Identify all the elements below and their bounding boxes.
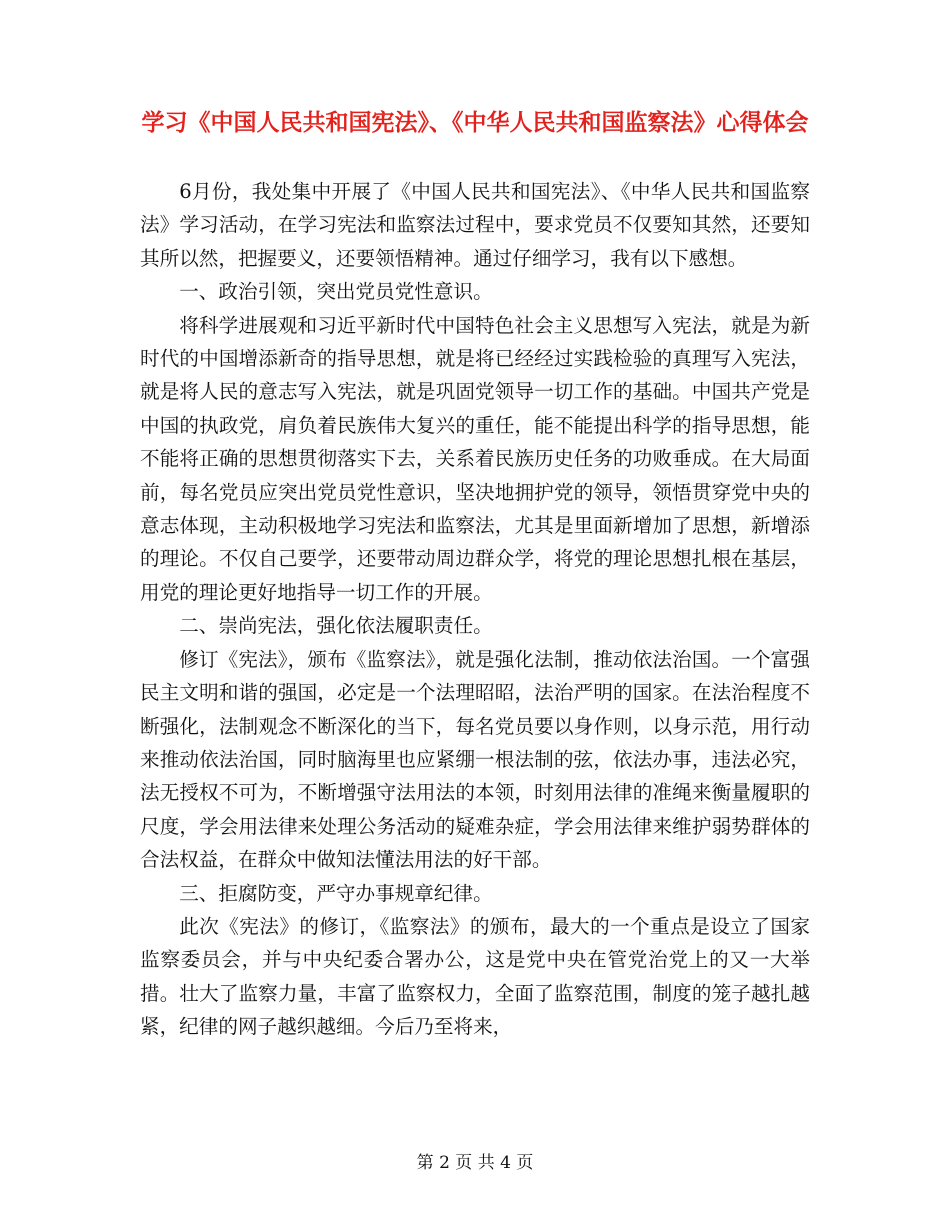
section-heading-2: 二、崇尚宪法，强化依法履职责任。 — [179, 614, 493, 638]
document-title: 学习《中国人民共和国宪法》、《中华人民共和国监察法》心得体会 — [141, 109, 809, 136]
paragraph-intro: 6月份，我处集中开展了《中国人民共和国宪法》、《中华人民共和国监察法》学习活动，在学习宪法和监察法过程中，要求党员不仅要知其然，还要知其所以然，把握要义，还要领悟精神。通过仔细学习，我有以下感想。 — [140, 180, 810, 270]
paragraph-section-3: 此次《宪法》的修订，《监察法》的颁布，最大的一个重点是设立了国家监察委员会，并与中央纪委合署办公，这是党中央在管党治党上的又一大举措。壮大了监察力量，丰富了监察权力，全面了监察范围，制度的笼子越扎越紧，纪律的网子越织越细。今后乃至将来， — [140, 914, 810, 1039]
document-body — [140, 175, 810, 1044]
paragraph-section-1: 将科学进展观和习近平新时代中国特色社会主义思想写入宪法，就是为新时代的中国增添新奇的指导思想，就是将已经经过实践检验的真理写入宪法，就是将人民的意志写入宪法，就是巩固党领导一切工作的基础。中国共产党是中国的执政党，肩负着民族伟大复兴的重任，能不能提出科学的指导思想，能不能将正确的思想贯彻落实下去，关系着民族历史任务的功败垂成。在大局面前，每名党员应突出党员党性意识，坚决地拥护党的领导，领悟贯穿党中央的意志体现，主动积极地学习宪法和监察法，尤其是里面新增加了思想，新增添的理论。不仅自己要学，还要带动周边群众学，将党的理论思想扎根在基层，用党的理论更好地指导一切工作的开展。 — [140, 313, 810, 604]
paragraph-section-2: 修订《宪法》，颁布《监察法》，就是强化法制，推动依法治国。一个富强民主文明和谐的强国，必定是一个法理昭昭，法治严明的国家。在法治程度不断强化，法制观念不断深化的当下，每名党员要以身作则，以身示范，用行动来推动依法治国，同时脑海里也应紧绷一根法制的弦，依法办事，违法必究，法无授权不可为，不断增强守法用法的本领，时刻用法律的准绳来衡量履职的尺度，学会用法律来处理公务活动的疑难杂症，学会用法律来维护弱势群体的合法权益，在群众中做知法懂法用法的好干部。 — [140, 647, 810, 872]
page-number-footer: 第 2 页 共 4 页 — [416, 1153, 534, 1173]
section-heading-3: 三、拒腐防变，严守办事规章纪律。 — [179, 881, 493, 905]
section-heading-1: 一、政治引领，突出党员党性意识。 — [179, 280, 493, 304]
